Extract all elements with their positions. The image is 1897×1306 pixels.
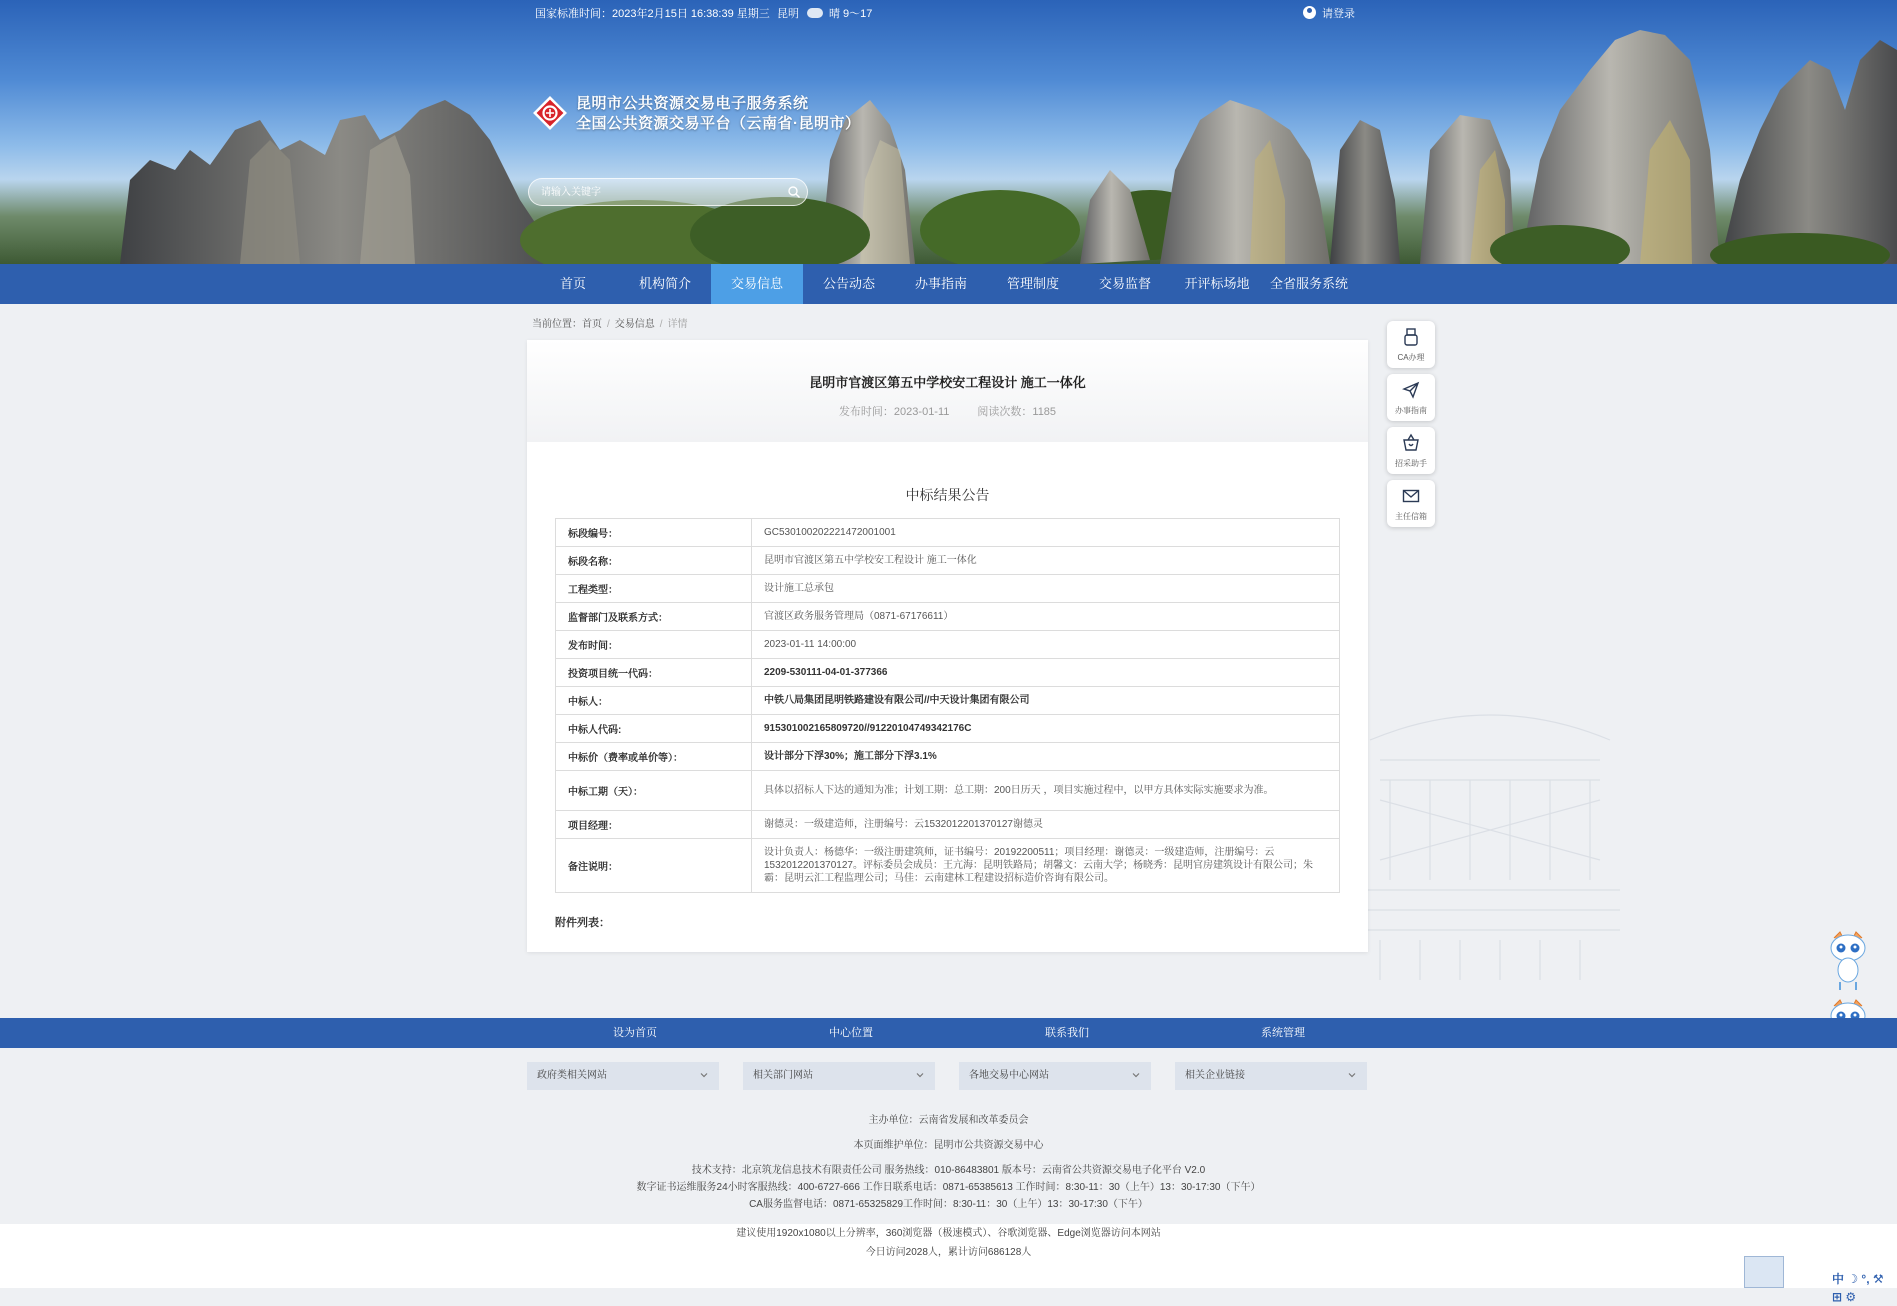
field-value: 设计负责人：杨德华：一级注册建筑师，证书编号：20192200511；项目经理：谢德灵：一级建造师，注册编号：云1532012201370127。评标委员会成员：王亢海：昆明铁路局；胡馨文：云南大学；杨晓秀：昆明官房建筑设计有限公司；朱霸：昆明云汇工程监理公司；马佳：云南建林工程建设招标造价咨询有限公司。	[752, 839, 1340, 893]
table-row	[556, 771, 1340, 811]
ime-status[interactable]: 中 ☽ °, ⚒ ⊞ ⚙	[1788, 1270, 1897, 1288]
breadcrumb-home[interactable]: 首页	[582, 319, 602, 330]
footer-link-selects	[527, 1062, 1391, 1090]
shopping-basket-icon	[1402, 434, 1420, 452]
nav-item-supervision[interactable]: 交易监督	[1098, 276, 1151, 291]
award-info-table	[555, 518, 1340, 893]
tool-label: 办事指南	[1395, 406, 1427, 415]
table-row	[556, 631, 1340, 659]
select-value: 相关部门网站	[753, 1070, 813, 1081]
search-icon[interactable]	[787, 185, 801, 199]
field-label: 投资项目统一代码：	[556, 659, 752, 687]
footer-sponsor: 主办单位：云南省发展和改革委员会	[868, 1115, 1029, 1126]
footer-ca-hotline: CA服务监督电话：0871-65325829工作时间：8:30-11：30（上午）13：30-17:30（下午）	[749, 1199, 1148, 1210]
tool-label: 主任信箱	[1395, 512, 1427, 521]
mascot-icon[interactable]	[1826, 930, 1870, 992]
footer-cert-hotline: 数字证书运维服务24小时客服热线：400-6727-666 工作日联系电话：0871-65385613 工作时间：8:30-11：30（上午）13：30-17:30（下午）	[636, 1182, 1261, 1193]
nav-item-home[interactable]: 首页	[559, 276, 586, 291]
field-value: 设计部分下浮30%；施工部分下浮3.1%	[752, 743, 1340, 771]
site-title-line2: 全国公共资源交易平台（云南省·昆明市）	[576, 115, 861, 132]
footer-link-admin[interactable]: 系统管理	[1261, 1027, 1305, 1039]
field-value: 昆明市官渡区第五中学校安工程设计 施工一体化	[752, 547, 1340, 575]
usb-key-icon	[1402, 328, 1420, 346]
search-input[interactable]	[541, 184, 771, 200]
main-nav	[0, 264, 1897, 304]
article-meta	[527, 403, 1368, 419]
weather-text: 晴 9～17	[829, 8, 873, 20]
standard-time: 国家标准时间：2023年2月15日 16:38:39 星期三	[535, 8, 770, 20]
table-row	[556, 603, 1340, 631]
site-title	[576, 94, 861, 134]
nav-item-province-systems[interactable]: 全省服务系统	[1269, 276, 1348, 291]
field-label: 中标价（费率或单价等）：	[556, 743, 752, 771]
publish-time: 发布时间：2023-01-11	[838, 406, 950, 418]
guide-button[interactable]	[1387, 374, 1435, 421]
article-card	[527, 340, 1368, 952]
footer-link-location[interactable]: 中心位置	[829, 1027, 873, 1039]
attachments-label: 附件列表：	[555, 917, 610, 929]
table-row	[556, 839, 1340, 893]
breadcrumb-separator: /	[607, 319, 610, 330]
field-label: 项目经理：	[556, 811, 752, 839]
weather-city: 昆明	[777, 8, 799, 20]
nav-item-about[interactable]: 机构简介	[638, 276, 691, 291]
table-row	[556, 811, 1340, 839]
ime-toolbar[interactable]	[1744, 1256, 1897, 1304]
notice-title: 中标结果公告	[905, 487, 990, 503]
field-value: 具体以招标人下达的通知为准；计划工期：总工期：200日历天 ，项目实施过程中，以甲方具体实际实施要求为准。	[752, 771, 1340, 811]
procurement-assistant-button[interactable]	[1387, 427, 1435, 474]
view-count: 阅读次数：1185	[977, 406, 1057, 418]
nav-item-venues[interactable]: 开评标场地	[1184, 276, 1250, 291]
footer-link-set-homepage[interactable]: 设为首页	[613, 1027, 657, 1039]
ime-avatar-icon[interactable]	[1744, 1256, 1784, 1288]
footer-nav	[0, 1018, 1897, 1048]
field-value: 设计施工总承包	[752, 575, 1340, 603]
cloud-icon	[807, 8, 823, 18]
chevron-down-icon	[1131, 1070, 1141, 1080]
breadcrumb	[532, 315, 688, 330]
field-value: 谢德灵：一级建造师，注册编号：云1532012201370127谢德灵	[752, 811, 1340, 839]
field-value: 915301002165809720//91220104749342176C	[752, 715, 1340, 743]
table-row	[556, 743, 1340, 771]
site-logo[interactable]	[532, 95, 568, 131]
tool-label: 招采助手	[1395, 459, 1427, 468]
table-row	[556, 715, 1340, 743]
chevron-down-icon	[1347, 1070, 1357, 1080]
top-info-bar	[535, 5, 1355, 21]
login-label: 请登录	[1322, 8, 1355, 20]
footer-link-contact[interactable]: 联系我们	[1045, 1027, 1089, 1039]
field-label: 监督部门及联系方式：	[556, 603, 752, 631]
field-value: 官渡区政务服务管理局（0871-67176611）	[752, 603, 1340, 631]
tool-label: CA办理	[1397, 353, 1425, 362]
field-value: 2023-01-11 14:00:00	[752, 631, 1340, 659]
footer	[0, 1048, 1897, 1224]
field-label: 中标人：	[556, 687, 752, 715]
field-label: 中标人代码:	[556, 715, 752, 743]
select-value: 各地交易中心网站	[969, 1070, 1049, 1081]
table-row	[556, 519, 1340, 547]
table-row	[556, 687, 1340, 715]
footer-info	[0, 1112, 1897, 1213]
director-mailbox-button[interactable]	[1387, 480, 1435, 527]
article-header	[527, 340, 1368, 442]
field-label: 发布时间：	[556, 631, 752, 659]
nav-item-trade-info[interactable]: 交易信息	[711, 264, 803, 304]
site-title-line1: 昆明市公共资源交易电子服务系统	[576, 95, 809, 112]
login-link[interactable]	[1303, 5, 1355, 21]
field-label: 中标工期（天）：	[556, 771, 752, 811]
field-label: 标段名称：	[556, 547, 752, 575]
table-row	[556, 659, 1340, 687]
paper-plane-icon	[1402, 381, 1420, 399]
breadcrumb-prefix: 当前位置：	[532, 319, 582, 330]
footer-visits: 今日访问2028人，累计访问686128人	[865, 1247, 1032, 1258]
chevron-down-icon	[915, 1070, 925, 1080]
building-watermark	[1360, 680, 1620, 990]
field-label: 工程类型：	[556, 575, 752, 603]
footer-maintainer: 本页面维护单位：昆明市公共资源交易中心	[853, 1140, 1044, 1151]
select-department-sites[interactable]	[743, 1062, 935, 1090]
field-value: 中铁八局集团昆明铁路建设有限公司//中天设计集团有限公司	[752, 687, 1340, 715]
breadcrumb-separator: /	[659, 319, 663, 330]
breadcrumb-section[interactable]: 交易信息	[614, 319, 655, 330]
ca-service-button[interactable]	[1387, 321, 1435, 368]
table-row	[556, 547, 1340, 575]
mail-icon	[1402, 487, 1420, 505]
nav-item-guide[interactable]: 办事指南	[914, 276, 967, 291]
search-box	[528, 178, 808, 206]
footer-browser-note: 建议使用1920x1080以上分辨率，360浏览器（极速模式）、谷歌浏览器、Edge浏览器访问本网站	[736, 1228, 1161, 1239]
select-enterprise-links[interactable]	[1175, 1062, 1367, 1090]
weather-info	[807, 5, 872, 21]
select-value: 政府类相关网站	[537, 1070, 607, 1081]
field-label: 标段编号：	[556, 519, 752, 547]
footer-tech-support: 技术支持：北京筑龙信息技术有限责任公司 服务热线：010-86483801 版本号：云南省公共资源交易电子化平台 V2.0	[691, 1165, 1206, 1176]
field-value: 2209-530111-04-01-377366	[752, 659, 1340, 687]
field-value: GC5301002022214720010​01	[752, 519, 1340, 547]
select-government-sites[interactable]	[527, 1062, 719, 1090]
select-trading-center-sites[interactable]	[959, 1062, 1151, 1090]
nav-item-regulations[interactable]: 管理制度	[1006, 276, 1059, 291]
field-label: 备注说明：	[556, 839, 752, 893]
breadcrumb-current: 详情	[667, 319, 688, 330]
side-toolbar	[1387, 321, 1435, 533]
chevron-down-icon	[699, 1070, 709, 1080]
select-value: 相关企业链接	[1185, 1070, 1245, 1081]
user-icon	[1303, 6, 1316, 19]
header-banner	[0, 0, 1897, 264]
article-title: 昆明市官渡区第五中学校安工程设计 施工一体化	[809, 375, 1086, 390]
table-row	[556, 575, 1340, 603]
stone-forest-scenery	[0, 0, 1897, 264]
footer-bottom	[0, 1224, 1897, 1262]
nav-item-announcements[interactable]: 公告动态	[822, 276, 875, 291]
